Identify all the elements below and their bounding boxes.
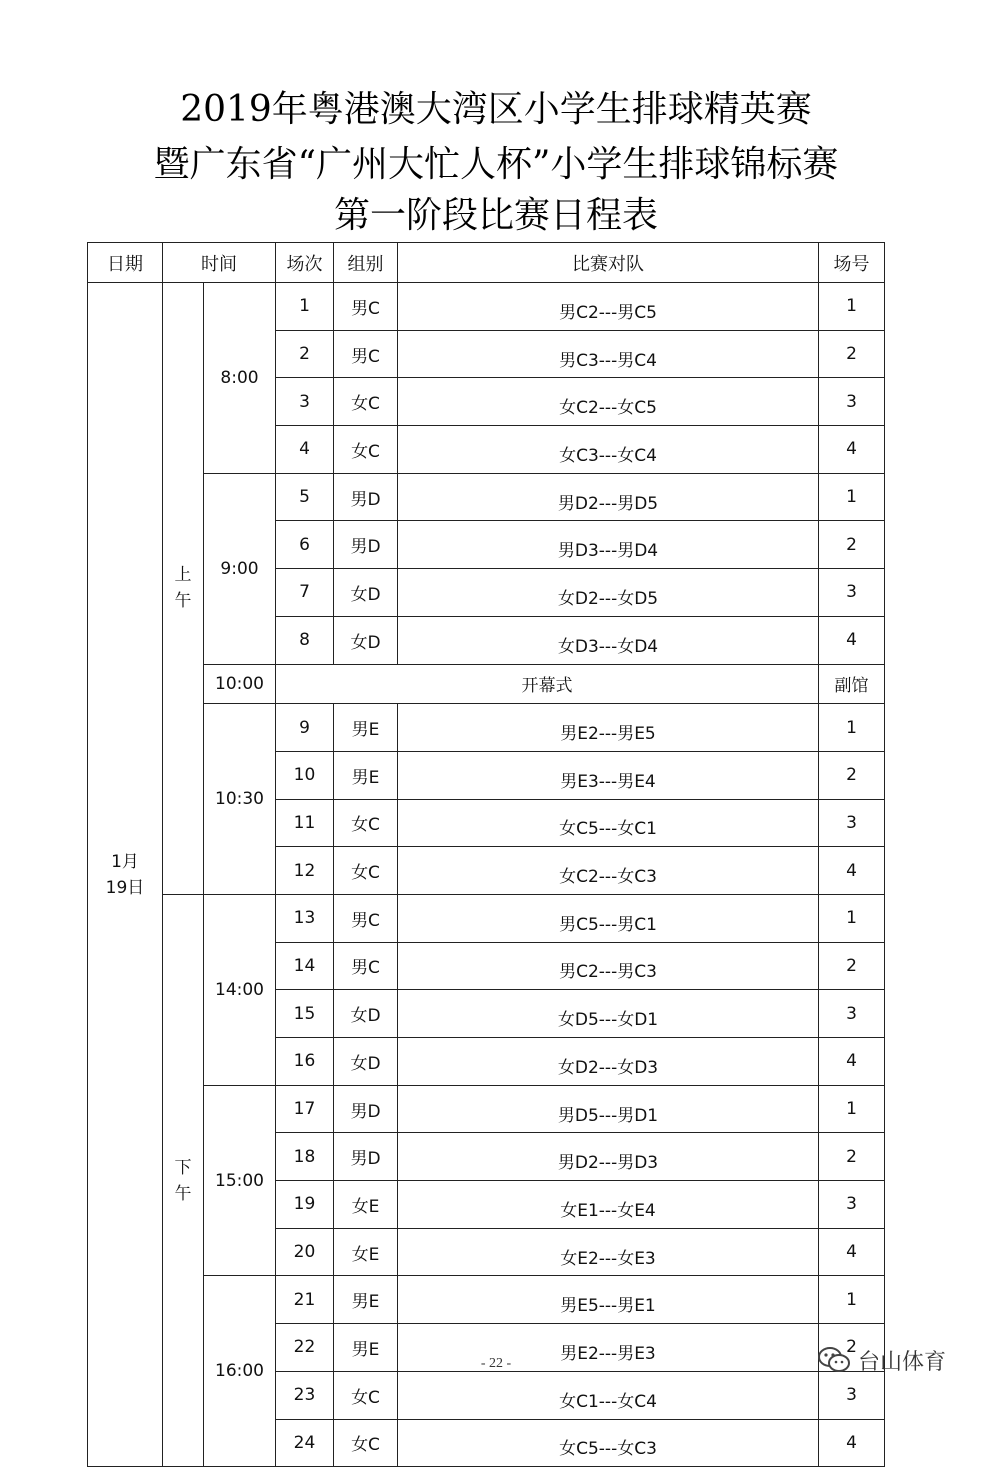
- round-number: 22: [276, 1324, 334, 1372]
- court-number: 3: [819, 799, 885, 847]
- schedule-table: [87, 242, 885, 1467]
- date-day: 19日: [105, 877, 145, 898]
- date-cell: [88, 283, 163, 1467]
- round-number: 15: [276, 990, 334, 1038]
- table-row: [88, 664, 885, 704]
- table-row: [88, 473, 885, 521]
- round-number: 9: [276, 704, 334, 752]
- match-teams: 女E2---女E3: [398, 1228, 819, 1276]
- group-label: 女D: [334, 616, 398, 664]
- table-row: [88, 894, 885, 942]
- group-label: 男D: [334, 521, 398, 569]
- group-label: 女D: [334, 990, 398, 1038]
- round-number: 4: [276, 426, 334, 474]
- round-number: 20: [276, 1228, 334, 1276]
- group-label: 男C: [334, 894, 398, 942]
- match-teams: 男C2---男C5: [398, 283, 819, 331]
- match-teams: 女C5---女C1: [398, 799, 819, 847]
- watermark-text: 台山体育: [858, 1349, 947, 1375]
- time-slot: 8:00: [204, 283, 276, 474]
- round-number: 10: [276, 751, 334, 799]
- group-label: 女C: [334, 1419, 398, 1467]
- group-label: 女E: [334, 1228, 398, 1276]
- match-teams: 男E5---男E1: [398, 1276, 819, 1324]
- period-char: 上: [174, 565, 192, 586]
- group-label: 男E: [334, 704, 398, 752]
- round-number: 14: [276, 942, 334, 990]
- header-group: 组别: [334, 243, 398, 283]
- table-row: [88, 1085, 885, 1133]
- round-number: 8: [276, 616, 334, 664]
- header-time: 时间: [163, 243, 276, 283]
- match-teams: 女C1---女C4: [398, 1371, 819, 1419]
- table-row: [88, 1276, 885, 1324]
- court-number: 2: [819, 1133, 885, 1181]
- court-number: 1: [819, 894, 885, 942]
- group-label: 女D: [334, 569, 398, 617]
- round-number: 17: [276, 1085, 334, 1133]
- round-number: 5: [276, 473, 334, 521]
- match-teams: 女E1---女E4: [398, 1181, 819, 1229]
- watermark: [816, 1342, 946, 1378]
- court-number: 2: [819, 1324, 885, 1372]
- period-char: 午: [174, 1183, 192, 1204]
- match-teams: 女C3---女C4: [398, 426, 819, 474]
- round-number: 13: [276, 894, 334, 942]
- time-slot: 15:00: [204, 1085, 276, 1276]
- date-month: 1月: [111, 851, 139, 872]
- round-number: 12: [276, 847, 334, 895]
- group-label: 女C: [334, 1371, 398, 1419]
- court-number: 2: [819, 751, 885, 799]
- period-morning: [163, 283, 204, 895]
- match-teams: 女D5---女D1: [398, 990, 819, 1038]
- match-teams: 男E2---男E5: [398, 704, 819, 752]
- match-teams: 女D2---女D5: [398, 569, 819, 617]
- ceremony-label: 开幕式: [276, 664, 819, 704]
- round-number: 19: [276, 1181, 334, 1229]
- group-label: 男C: [334, 283, 398, 331]
- round-number: 23: [276, 1371, 334, 1419]
- court-number: 1: [819, 1085, 885, 1133]
- table-row: [88, 283, 885, 331]
- group-label: 男E: [334, 1276, 398, 1324]
- match-teams: 女D3---女D4: [398, 616, 819, 664]
- header-teams: 比赛对队: [398, 243, 819, 283]
- match-teams: 男D3---男D4: [398, 521, 819, 569]
- title-line-2: 暨广东省“广州大忙人杯”小学生排球锦标赛: [153, 144, 839, 185]
- round-number: 21: [276, 1276, 334, 1324]
- court-number: 1: [819, 704, 885, 752]
- round-number: 7: [276, 569, 334, 617]
- wechat-icon: [816, 1345, 852, 1375]
- round-number: 6: [276, 521, 334, 569]
- time-slot: 9:00: [204, 473, 276, 664]
- match-teams: 女C2---女C3: [398, 847, 819, 895]
- match-teams: 男E2---男E3: [398, 1324, 819, 1372]
- court-number: 1: [819, 1276, 885, 1324]
- match-teams: 男C3---男C4: [398, 330, 819, 378]
- court-number: 4: [819, 1038, 885, 1086]
- group-label: 女C: [334, 426, 398, 474]
- match-teams: 男D5---男D1: [398, 1085, 819, 1133]
- time-slot: 10:00: [204, 664, 276, 704]
- time-slot: 16:00: [204, 1276, 276, 1467]
- group-label: 女C: [334, 847, 398, 895]
- court-number: 2: [819, 521, 885, 569]
- court-number: 2: [819, 330, 885, 378]
- period-char: 下: [174, 1157, 192, 1178]
- group-label: 男D: [334, 473, 398, 521]
- round-number: 2: [276, 330, 334, 378]
- match-teams: 男C2---男C3: [398, 942, 819, 990]
- match-teams: 男D2---男D5: [398, 473, 819, 521]
- time-slot: 14:00: [204, 894, 276, 1085]
- title-line-1: 2019年粤港澳大湾区小学生排球精英赛: [180, 89, 812, 130]
- round-number: 18: [276, 1133, 334, 1181]
- title-line-3: 第一阶段比赛日程表: [333, 195, 658, 236]
- group-label: 男E: [334, 751, 398, 799]
- match-teams: 男C5---男C1: [398, 894, 819, 942]
- court-number: 3: [819, 1371, 885, 1419]
- match-teams: 女D2---女D3: [398, 1038, 819, 1086]
- round-number: 1: [276, 283, 334, 331]
- court-number: 3: [819, 990, 885, 1038]
- court-number: 2: [819, 942, 885, 990]
- ceremony-court: 副馆: [819, 664, 885, 704]
- round-number: 3: [276, 378, 334, 426]
- match-teams: 男D2---男D3: [398, 1133, 819, 1181]
- match-teams: 女C5---女C3: [398, 1419, 819, 1467]
- schedule-body: [88, 283, 885, 1467]
- group-label: 女C: [334, 378, 398, 426]
- court-number: 4: [819, 616, 885, 664]
- group-label: 男C: [334, 942, 398, 990]
- court-number: 4: [819, 426, 885, 474]
- court-number: 1: [819, 283, 885, 331]
- header-round: 场次: [276, 243, 334, 283]
- header-court: 场号: [819, 243, 885, 283]
- round-number: 16: [276, 1038, 334, 1086]
- group-label: 女D: [334, 1038, 398, 1086]
- group-label: 男E: [334, 1324, 398, 1372]
- time-slot: 10:30: [204, 704, 276, 895]
- court-number: 1: [819, 473, 885, 521]
- round-number: 11: [276, 799, 334, 847]
- court-number: 4: [819, 847, 885, 895]
- match-teams: 女C2---女C5: [398, 378, 819, 426]
- group-label: 男C: [334, 330, 398, 378]
- round-number: 24: [276, 1419, 334, 1467]
- header-date: 日期: [88, 243, 163, 283]
- period-char: 午: [174, 591, 192, 612]
- group-label: 男D: [334, 1133, 398, 1181]
- page-number: - 22 -: [480, 1356, 512, 1371]
- header-row: [88, 243, 885, 283]
- court-number: 4: [819, 1228, 885, 1276]
- court-number: 3: [819, 1181, 885, 1229]
- group-label: 女E: [334, 1181, 398, 1229]
- table-row: [88, 704, 885, 752]
- period-afternoon: [163, 894, 204, 1466]
- match-teams: 男E3---男E4: [398, 751, 819, 799]
- group-label: 男D: [334, 1085, 398, 1133]
- court-number: 3: [819, 569, 885, 617]
- group-label: 女C: [334, 799, 398, 847]
- court-number: 4: [819, 1419, 885, 1467]
- court-number: 3: [819, 378, 885, 426]
